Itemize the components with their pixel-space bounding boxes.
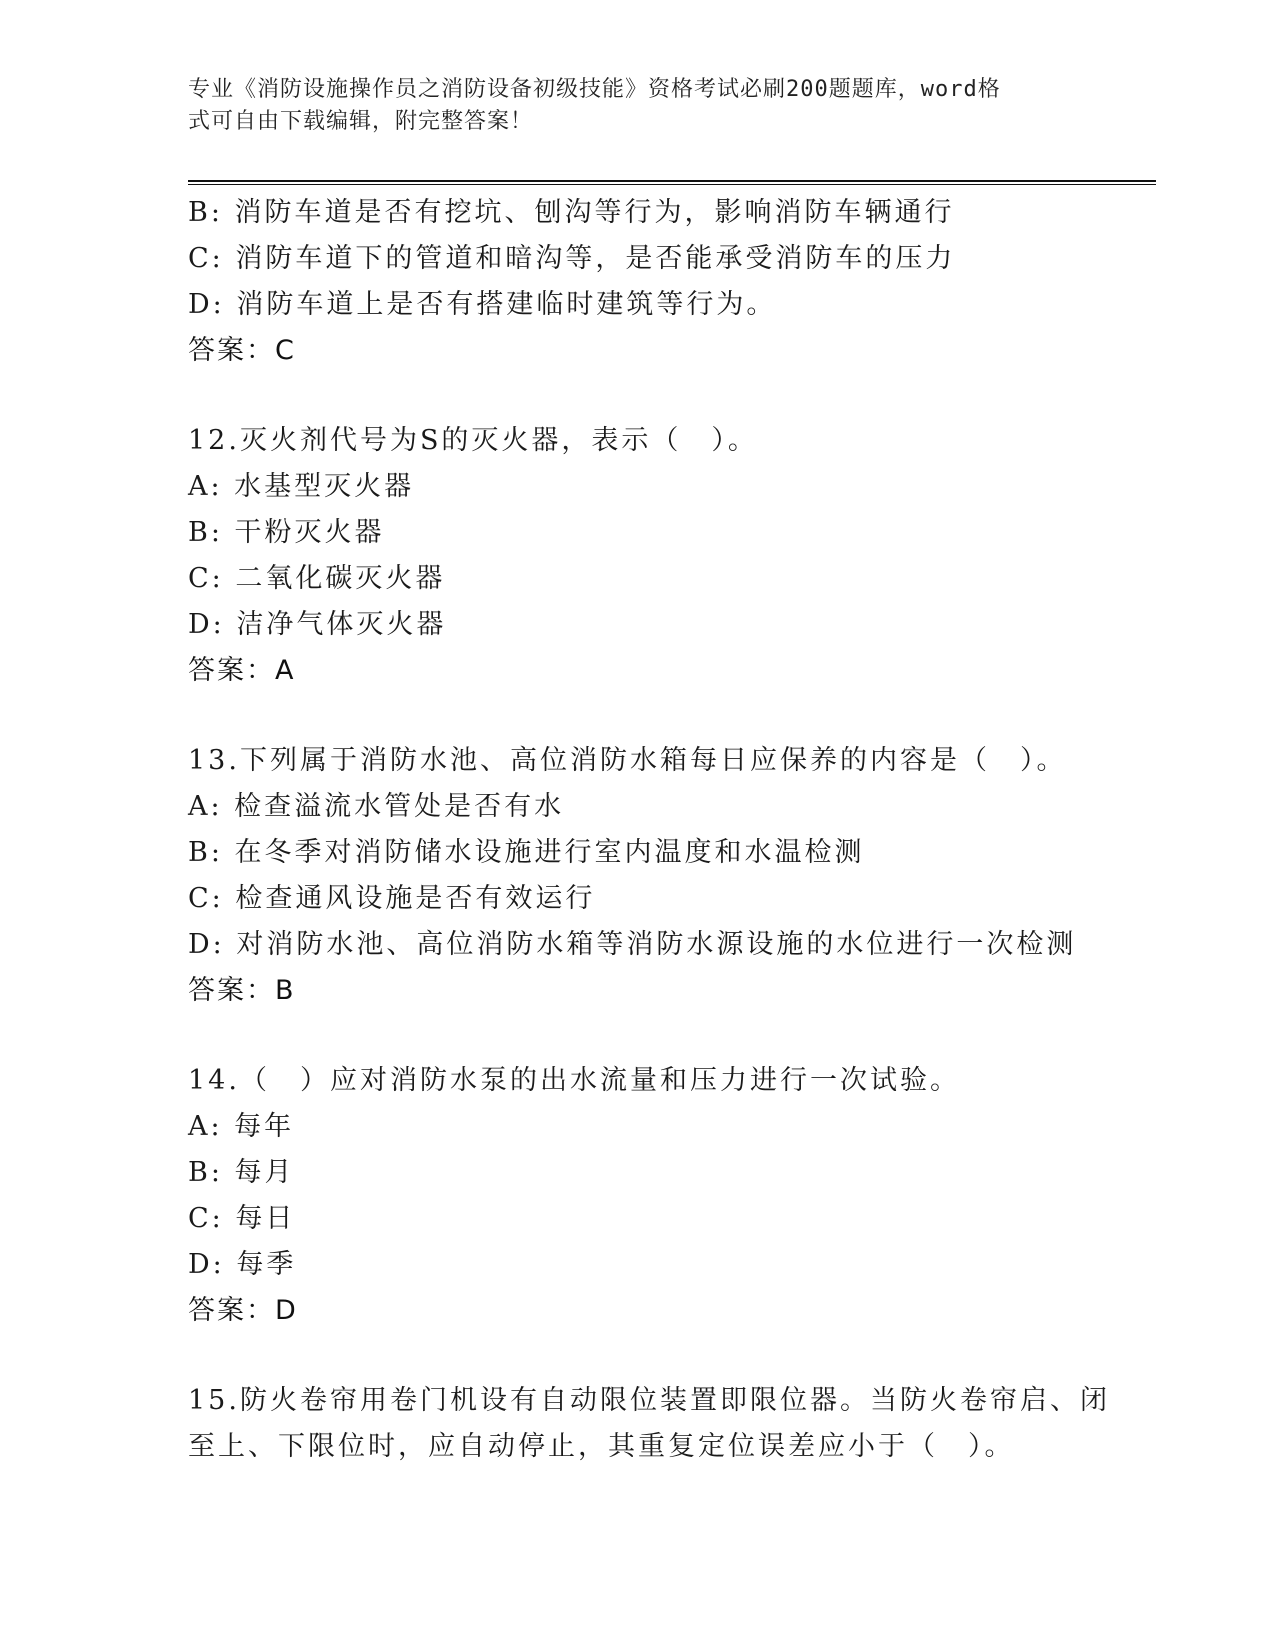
answer: 答案：B xyxy=(188,975,296,1006)
option-d: D: 洁净气体灭火器 xyxy=(188,609,447,640)
header-divider-thick xyxy=(188,180,1156,182)
option-b: B: 干粉灭火器 xyxy=(188,517,385,548)
question-14 xyxy=(188,1058,1156,1334)
answer: 答案：C xyxy=(188,335,296,366)
question-stem: 14.（ ）应对消防水泵的出水流量和压力进行一次试验。 xyxy=(188,1065,960,1096)
question-13 xyxy=(188,738,1156,1014)
question-stem: 12.灭火剂代号为S的灭火器，表示（ ）。 xyxy=(188,425,758,456)
option-b: B: 每月 xyxy=(188,1157,295,1188)
header-title-line-2: 式可自由下载编辑，附完整答案！ xyxy=(188,109,534,134)
option-b: B: 消防车道是否有挖坑、刨沟等行为，影响消防车辆通行 xyxy=(188,197,955,228)
option-c: C: 二氧化碳灭火器 xyxy=(188,563,446,594)
option-c: C: 每日 xyxy=(188,1203,296,1234)
answer: 答案：A xyxy=(188,655,296,686)
option-a: A: 每年 xyxy=(188,1111,295,1142)
option-a: A: 检查溢流水管处是否有水 xyxy=(188,791,565,822)
question-stem: 13.下列属于消防水池、高位消防水箱每日应保养的内容是（ ）。 xyxy=(188,745,1067,776)
document-header xyxy=(188,74,1088,138)
option-c: C: 消防车道下的管道和暗沟等，是否能承受消防车的压力 xyxy=(188,243,956,274)
option-a: A: 水基型灭火器 xyxy=(188,471,415,502)
option-d: D: 消防车道上是否有搭建临时建筑等行为。 xyxy=(188,289,777,320)
answer: 答案：D xyxy=(188,1295,298,1326)
header-divider-thin xyxy=(188,184,1156,185)
header-title-line-1: 专业《消防设施操作员之消防设备初级技能》资格考试必刷200题题库，word格 xyxy=(188,77,1001,102)
question-12 xyxy=(188,418,1156,694)
question-11 xyxy=(188,190,1156,374)
option-b: B: 在冬季对消防储水设施进行室内温度和水温检测 xyxy=(188,837,865,868)
question-stem-line-2: 至上、下限位时，应自动停止，其重复定位误差应小于（ ）。 xyxy=(188,1431,1015,1462)
question-list xyxy=(188,190,1156,1470)
option-c: C: 检查通风设施是否有效运行 xyxy=(188,883,596,914)
option-d: D: 对消防水池、高位消防水箱等消防水源设施的水位进行一次检测 xyxy=(188,929,1077,960)
question-stem-line-1: 15.防火卷帘用卷门机设有自动限位装置即限位器。当防火卷帘启、闭 xyxy=(188,1385,1110,1416)
option-d: D: 每季 xyxy=(188,1249,297,1280)
question-15 xyxy=(188,1378,1156,1470)
